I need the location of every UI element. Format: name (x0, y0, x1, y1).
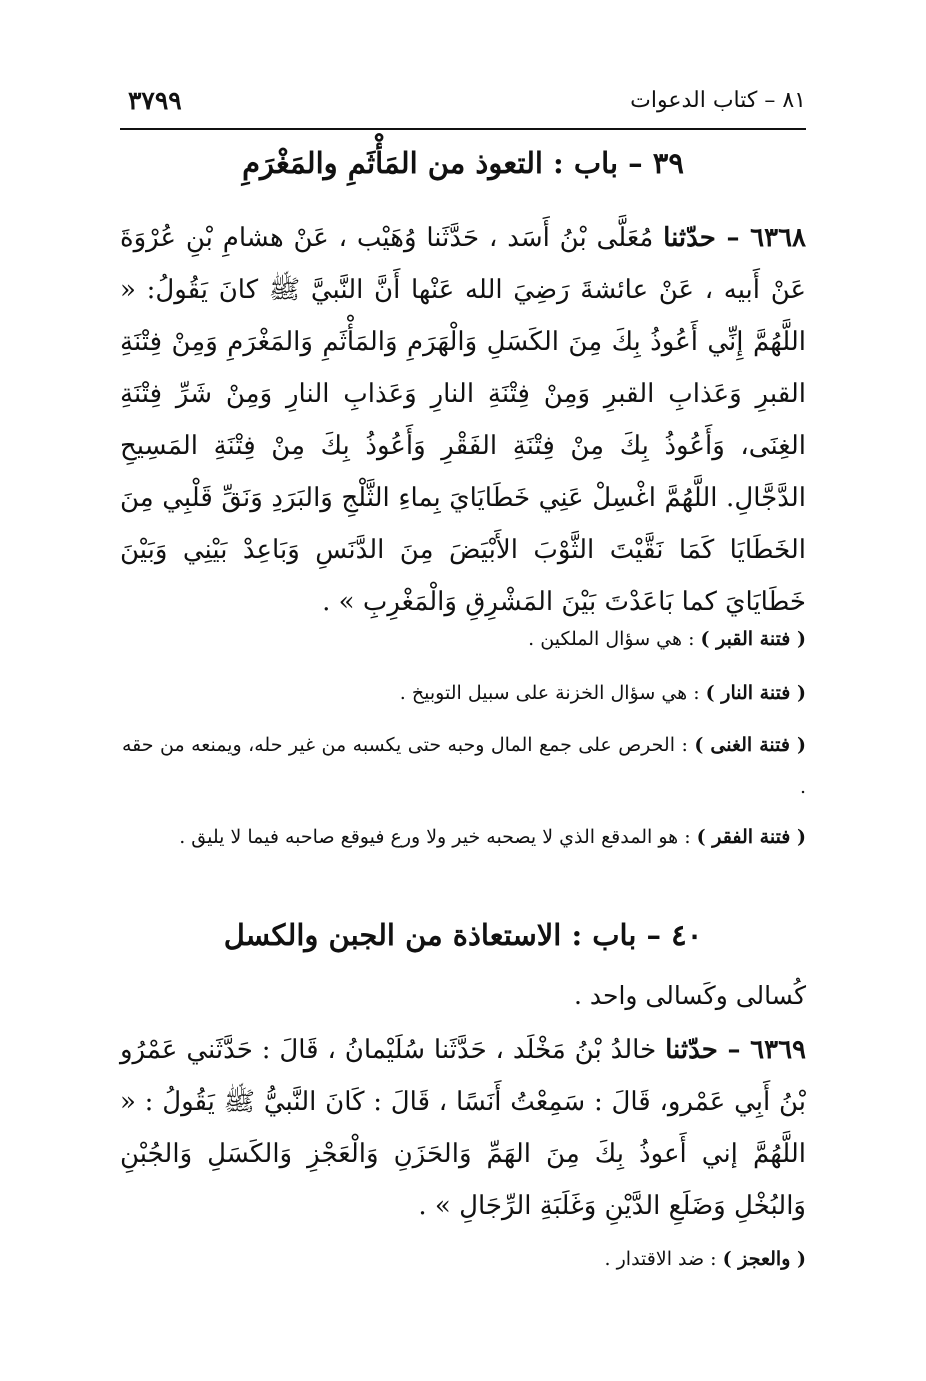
hadith-6368-label: ٦٣٦٨ – حدّثنا (663, 223, 806, 253)
note-text: : الحرص على جمع المال وحبه حتى يكسبه من غير حله، ويمنعه من حقه . (122, 734, 806, 798)
chapter-39-heading: ٣٩ – باب : التعوذ من المَأْثَمِ والمَغْرَمِ (242, 146, 684, 180)
chapter-40-heading: ٤٠ – باب : الاستعاذة من الجبن والكسل (223, 918, 703, 952)
hadith-6369 (120, 1024, 806, 1232)
note-term: ( فتنة الفقر ) (696, 826, 806, 848)
note-fitnat-al-qabr (122, 618, 806, 660)
note-term: ( فتنة النار ) (705, 682, 806, 704)
hadith-6369-text: خالدُ بْنُ مَخْلَد ، حَدَّثَنا سُلَيْمانُ ، قَالَ : حَدَّثَني عَمْرُو بْنُ أَبِي عَمْرو، قَالَ : سَمِعْتُ أَنَسًا ، قَالَ : كَانَ النَّبيُّ ﷺ يَقُولُ : « اللَّهُمَّ إني أَعوذُ بِكَ مِنَ الهَمِّ وَالحَزَنِ وَالْعَجْزِ وَالكَسَلِ وَالجُبْنِ وَالبُخْلِ وَضَلَعِ الدَّيْنِ وَغَلَبَةِ الرِّجَالِ » . (120, 1035, 806, 1221)
page-number: ٣٧٩٩ (128, 86, 182, 115)
note-text: : هي سؤال الخزنة على سبيل التوبيخ . (399, 682, 706, 704)
running-title: ٨١ – كتاب الدعوات (630, 88, 806, 113)
hadith-6368 (120, 212, 806, 628)
hadith-6369-label: ٦٣٦٩ – حدّثنا (665, 1035, 806, 1065)
note-fitnat-an-nar (122, 672, 806, 714)
note-fitnat-al-ghina (122, 724, 806, 808)
note-term: ( فتنة الغنى ) (694, 734, 806, 756)
header-rule (120, 128, 806, 130)
hadith-6368-text: مُعَلَّى بْنُ أَسَد ، حَدَّثَنا وُهَيْب ، عَنْ هشامِ بْنِ عُرْوَةَ عَنْ أَبيه ، عَنْ عائشةَ رَضِيَ الله عَنْها أَنَّ النَّبيَّ ﷺ كانَ يَقُولُ: « اللَّهُمَّ إِنِّي أَعُوذُ بِكَ مِنَ الكَسَلِ وَالْهَرَمِ وَالمَأْثَمِ وَالمَغْرَمِ وَمِنْ فِتْنَةِ القبرِ وَعَذابِ القبرِ وَمِنْ فِتْنَةِ النارِ وَعَذابِ النارِ وَمِنْ شَرِّ فِتْنَةِ الغِنَى، وَأَعُوذُ بِكَ مِنْ فِتْنَةِ الفَقْرِ وَأَعُوذُ بِكَ مِنْ فِتْنَةِ المَسِيحِ الدَّجَّالِ. اللَّهُمَّ اغْسِلْ عَنِي خَطَايَايَ بِماءِ الثَّلْجِ وَالبَرَدِ وَنَقِّ قَلْبِي مِنَ الخَطَايَا كَمَا نَقَّيْتَ الثَّوْبَ الأَبْيَضَ مِنَ الدَّنَسِ وَبَاعِدْ بَيْنِي وَبَيْنَ خَطَايَايَ كما بَاعَدْتَ بَيْنَ المَشْرِقِ وَالْمَغْرِبِ » . (120, 223, 806, 617)
note-text: : هو المدقع الذي لا يصحبه خير ولا ورع فيوقع صاحبه فيما لا يليق . (179, 826, 697, 848)
chapter-40-subline: كُسالى وكَسالى واحد . (573, 981, 806, 1010)
note-term: ( فتنة القبر ) (700, 628, 806, 650)
page-header (128, 86, 806, 122)
note-text: : هي سؤال الملكين . (528, 628, 701, 650)
note-fitnat-al-faqr (122, 816, 806, 858)
note-term: ( والعجز ) (722, 1248, 806, 1270)
note-text: : ضد الاقتدار . (604, 1248, 723, 1270)
note-al-ajz (122, 1238, 806, 1280)
